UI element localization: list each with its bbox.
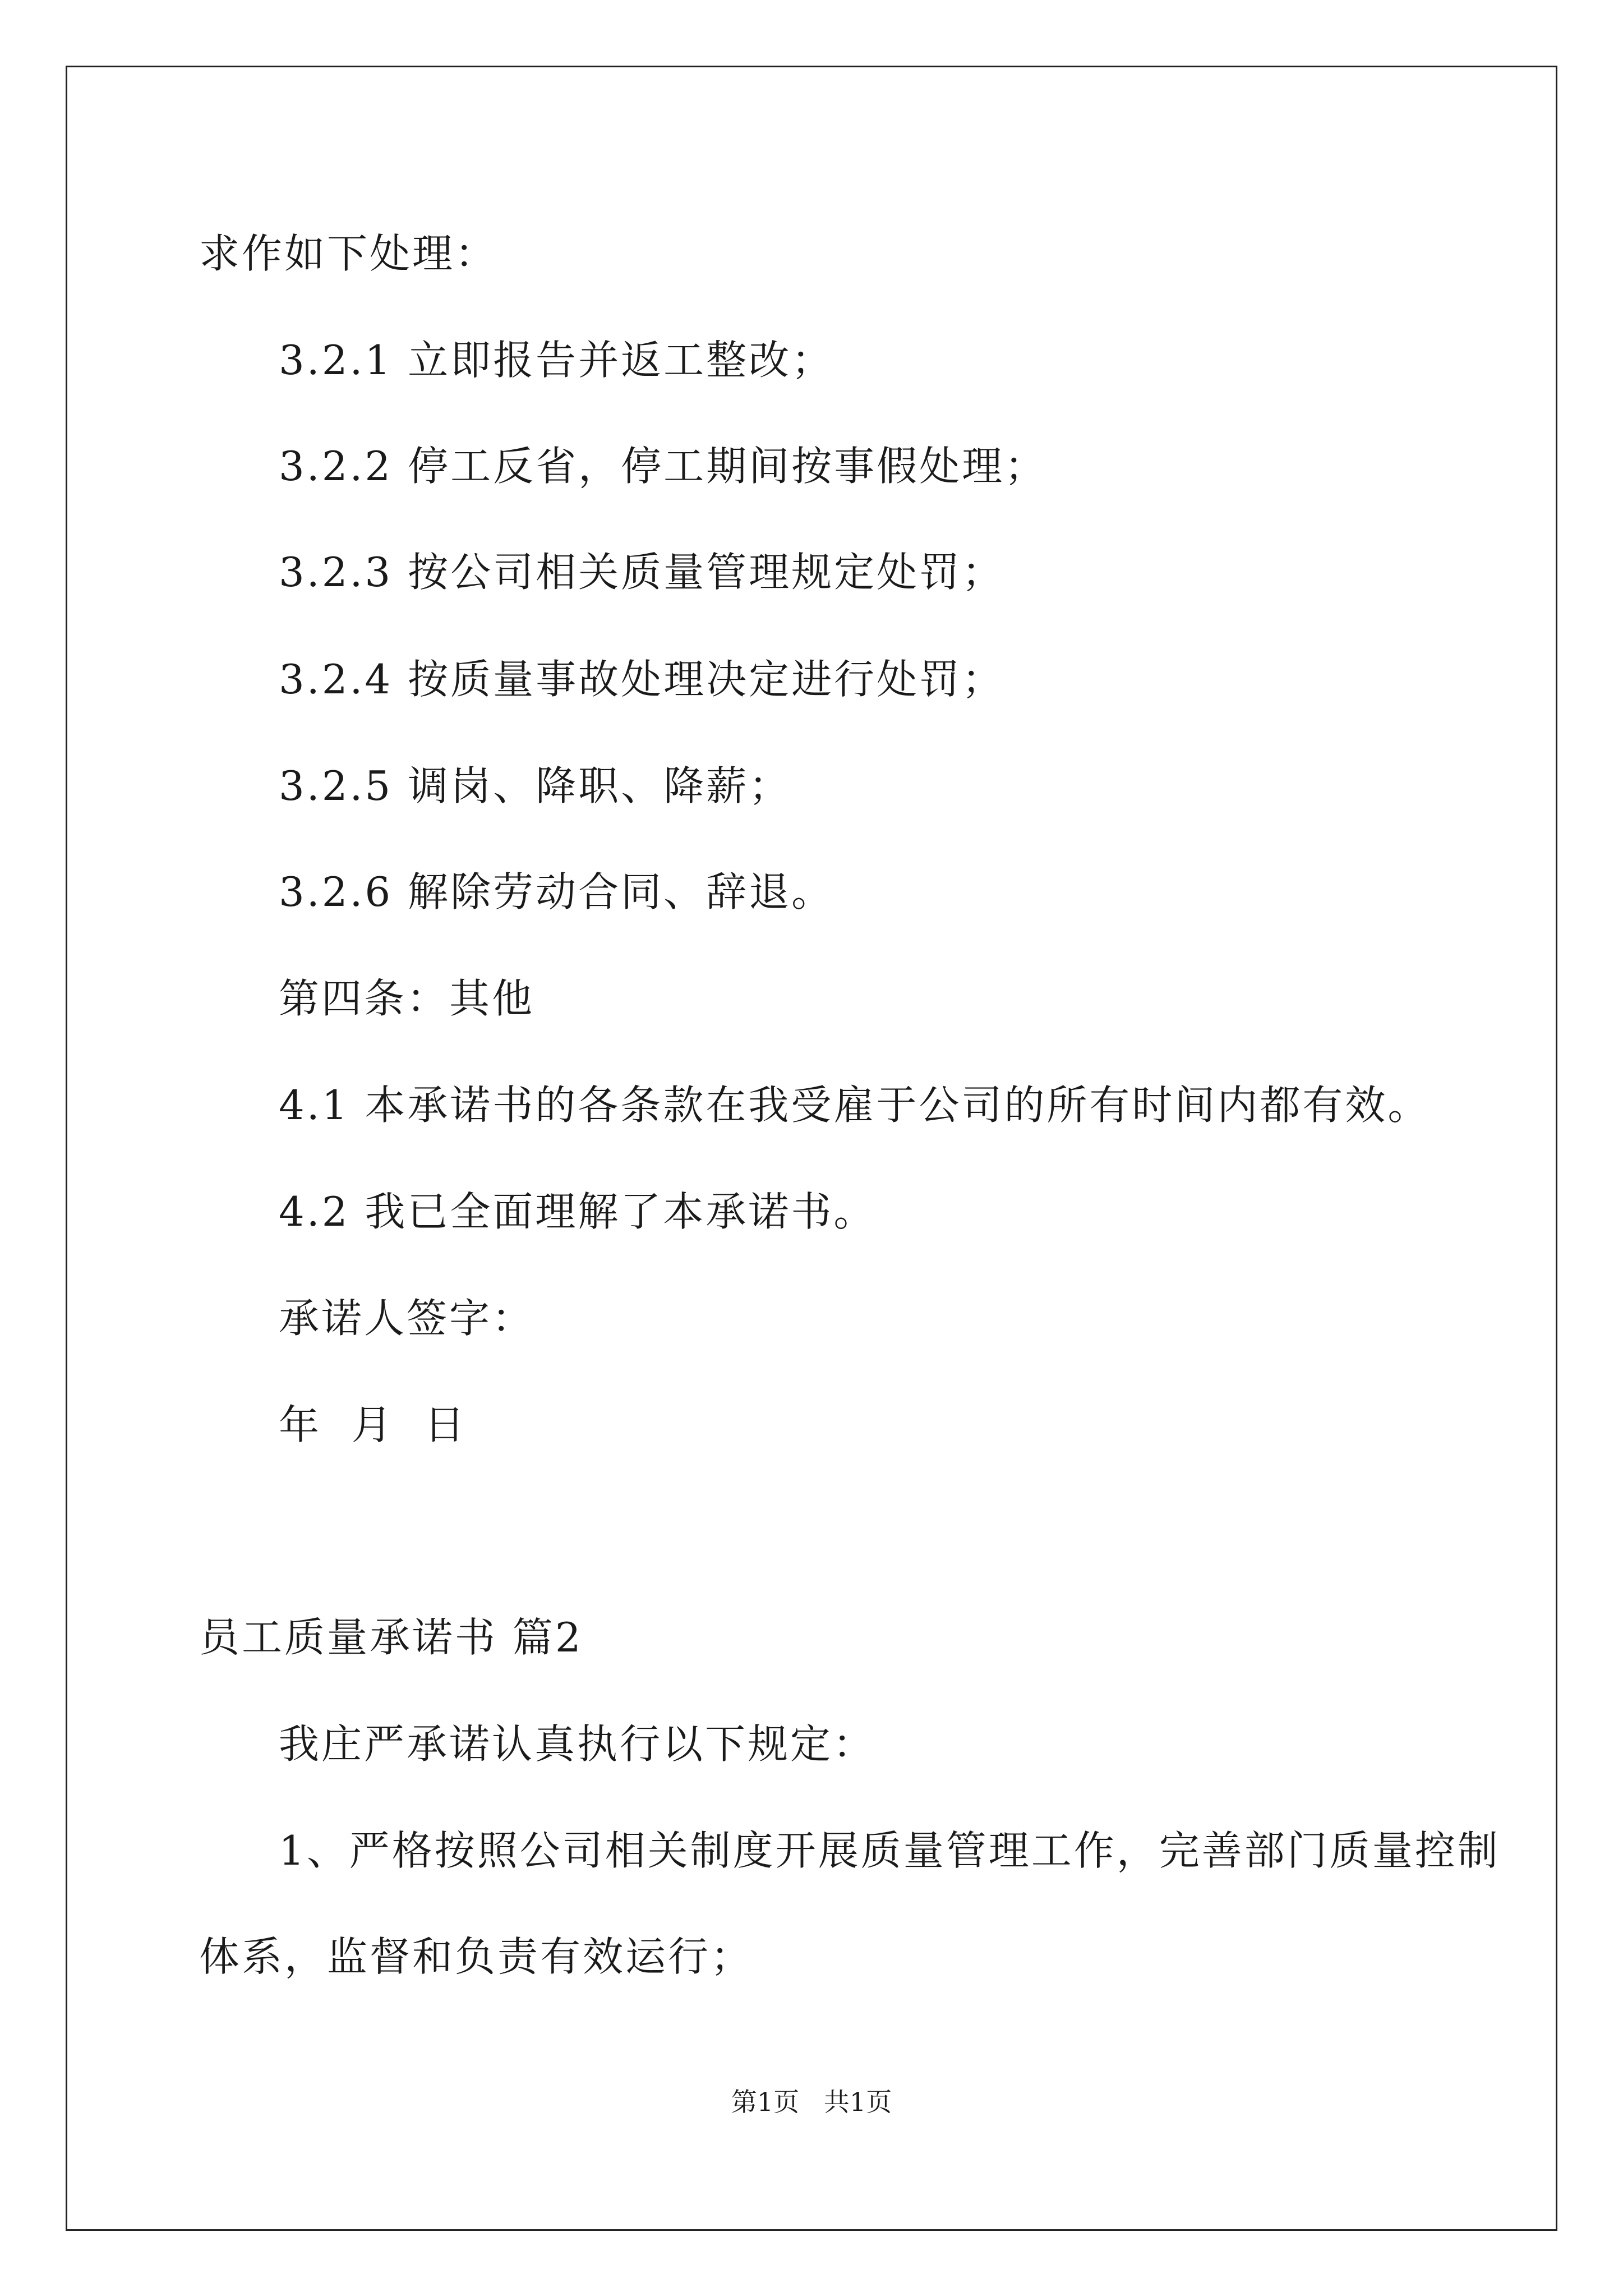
paragraph-line: 3.2.4 按质量事故处理决定进行处罚； (279, 656, 1005, 703)
paragraph-line: 1、严格按照公司相关制度开展质量管理工作，完善部门质量控制 (279, 1827, 1500, 1874)
paragraph-line: 3.2.3 按公司相关质量管理规定处罚； (279, 549, 1005, 596)
article-title: 员工质量承诺书 篇2 (199, 1614, 583, 1661)
paragraph-line: 4.1 本承诺书的各条款在我受雇于公司的所有时间内都有效。 (279, 1082, 1431, 1129)
paragraph-line: 3.2.5 调岗、降职、降薪； (279, 762, 792, 809)
section-heading: 第四条：其他 (279, 975, 535, 1022)
signature-label: 承诺人签字： (279, 1295, 535, 1342)
paragraph-line: 3.2.6 解除劳动合同、辞退。 (279, 868, 834, 915)
paragraph-line: 体系，监督和负责有效运行； (199, 1933, 754, 1980)
paragraph-line: 4.2 我已全面理解了本承诺书。 (279, 1188, 877, 1235)
paragraph-line: 我庄严承诺认真执行以下规定： (279, 1720, 876, 1768)
date-line: 年 月 日 (279, 1401, 467, 1448)
page-border (66, 66, 1557, 2231)
paragraph-line: 3.2.1 立即报告并返工整改； (279, 337, 834, 384)
paragraph-line: 3.2.2 停工反省，停工期间按事假处理； (279, 443, 1048, 490)
paragraph-line: 求作如下处理： (199, 230, 498, 277)
page-footer: 第1页 共1页 (731, 2087, 892, 2117)
